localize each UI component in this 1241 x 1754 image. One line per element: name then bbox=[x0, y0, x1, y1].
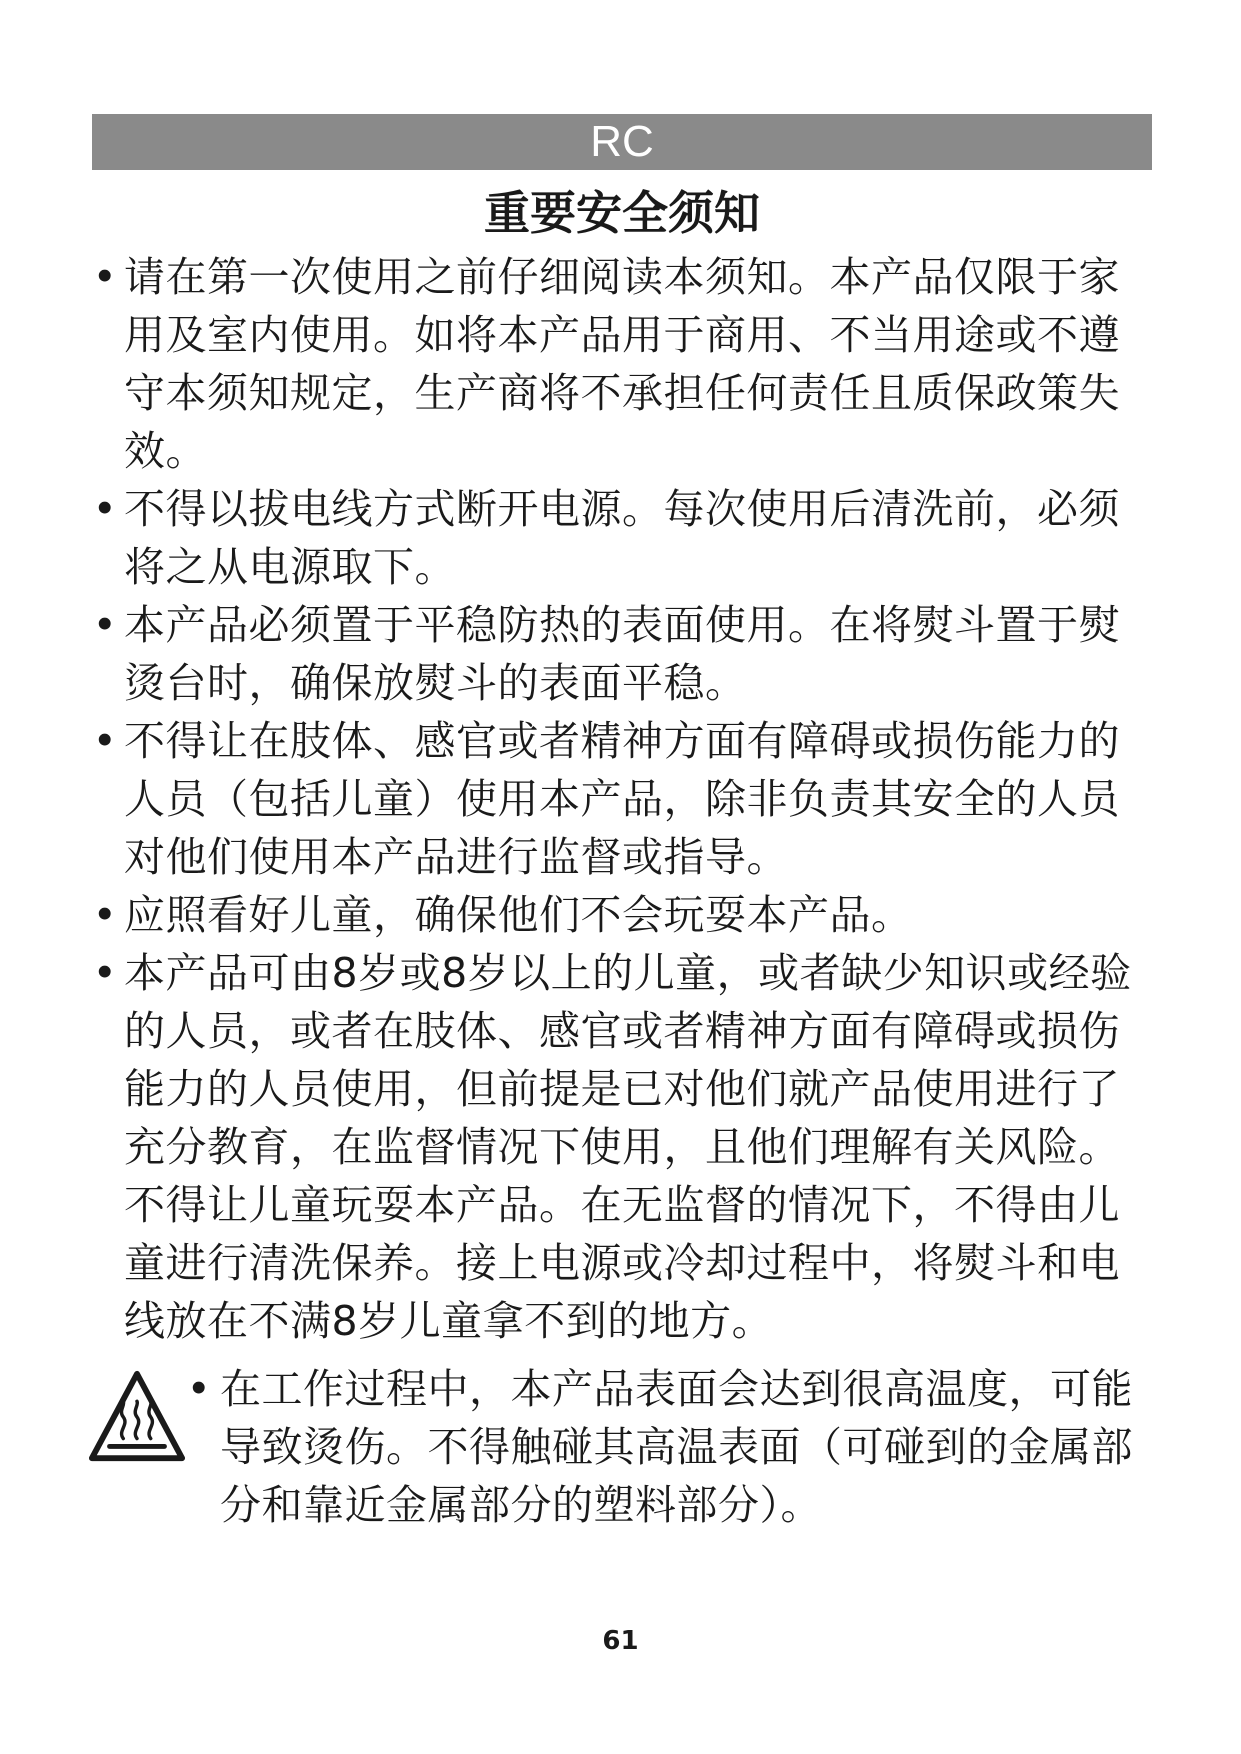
warning-text-block bbox=[186, 1360, 1156, 1534]
list-item-text: 本产品可由8岁或8岁以上的儿童，或者缺少知识或经验的人员，或者在肢体、感官或者精神方面有障碍或损伤能力的人员使用，但前提是已对他们就产品使用进行了充分教育，在监督情况下使用，且他们理解有关风险。不得让儿童玩耍本产品。在无监督的情况下，不得由儿童进行清洗保养。接上电源或冷却过程中，将熨斗和电线放在不满8岁儿童拿不到的地方。 bbox=[124, 949, 1132, 1345]
bullet: • bbox=[92, 601, 118, 649]
list-item-text: 不得以拔电线方式断开电源。每次使用后清洗前，必须将之从电源取下。 bbox=[124, 485, 1120, 591]
warning-text: 在工作过程中，本产品表面会达到很高温度，可能导致烫伤。不得触碰其高温表面（可碰到的金属部分和靠近金属部分的塑料部分）。 bbox=[220, 1365, 1133, 1529]
list-item-text: 不得让在肢体、感官或者精神方面有障碍或损伤能力的人员（包括儿童）使用本产品，除非负责其安全的人员对他们使用本产品进行监督或指导。 bbox=[124, 717, 1120, 881]
list-item bbox=[88, 248, 1156, 480]
page-number: 61 bbox=[602, 1626, 639, 1656]
list-item bbox=[88, 596, 1156, 712]
bullet: • bbox=[92, 253, 118, 301]
hot-surface-warning-icon bbox=[88, 1368, 186, 1466]
bullet: • bbox=[92, 717, 118, 765]
list-item bbox=[88, 480, 1156, 596]
language-code: RC bbox=[590, 117, 654, 166]
list-item bbox=[88, 886, 1156, 944]
safety-instructions-list bbox=[88, 248, 1156, 1350]
list-item-text: 本产品必须置于平稳防热的表面使用。在将熨斗置于熨烫台时，确保放熨斗的表面平稳。 bbox=[124, 601, 1120, 707]
bullet: • bbox=[92, 949, 118, 997]
bullet: • bbox=[186, 1365, 212, 1413]
bullet: • bbox=[92, 891, 118, 939]
hot-surface-warning bbox=[88, 1360, 1156, 1540]
list-item bbox=[88, 712, 1156, 886]
page-title: 重要安全须知 bbox=[484, 186, 760, 240]
list-item bbox=[88, 944, 1156, 1350]
list-item-text: 应照看好儿童，确保他们不会玩耍本产品。 bbox=[124, 891, 913, 939]
list-item-text: 请在第一次使用之前仔细阅读本须知。本产品仅限于家用及室内使用。如将本产品用于商用、不当用途或不遵守本须知规定，生产商将不承担任何责任且质保政策失效。 bbox=[124, 253, 1120, 475]
bullet: • bbox=[92, 485, 118, 533]
language-header-bar bbox=[92, 114, 1152, 170]
